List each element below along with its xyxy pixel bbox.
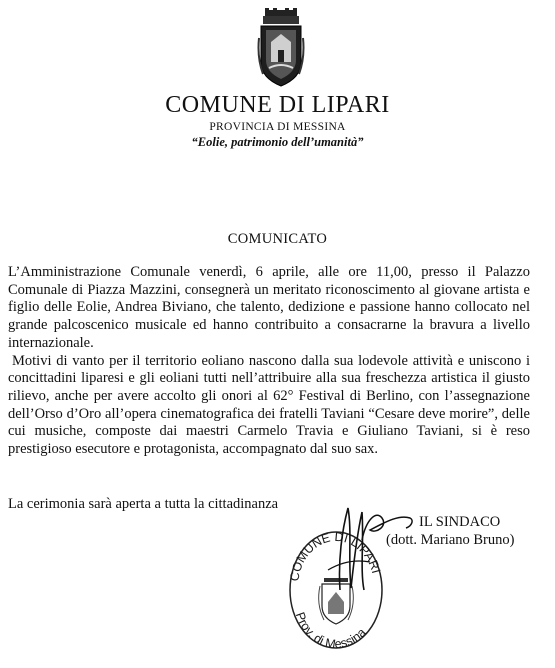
stamp-top-text: COMUNE DI LIPARI	[287, 529, 384, 583]
province-subtitle: PROVINCIA DI MESSINA	[209, 121, 346, 133]
body-paragraph: Motivi di vanto per il territorio eoliano nascono dalla sua lodevole attività e uniscono i concittadini liparesi e gli eoliani tutti nell’attribuire alla sua freschezza artistica il giusto rilievo, anche per avere accolto gli onori al 62° Festival di Berlino, con l’assegnazione dell’Orso d’Oro all’opera cinematografica dei fratelli Taviani “Cesare deve morire”, delle cui musiche, composte dai maestri Carmelo Travia e Giuliano Taviani, si è reso prestigioso esecutore e protagonista, accompagnato dal suo sax.	[8, 352, 530, 458]
municipal-crest-icon	[257, 8, 305, 88]
closing-line: La cerimonia sarà aperta a tutta la cittadinanza	[8, 496, 279, 512]
document-heading: COMUNICATO	[227, 231, 328, 247]
motto: “Eolie, patrimonio dell’umanità”	[191, 135, 364, 149]
body-paragraph: L’Amministrazione Comunale venerdì, 6 aprile, alle ore 11,00, presso il Palazzo Comunale di Piazza Mazzini, consegnerà un meritato riconoscimento al giovane artista e figlio delle Eolie, Andrea Biviano, che talento, dedizione e passione hanno collocato nel grande palcoscenico musicale ed hanno contribuito a consacrarne la bravura a livello internazionale.	[8, 264, 530, 351]
signatory-name: (dott. Mariano Bruno)	[386, 532, 515, 548]
stamp-bottom-text: Prov. di Messina	[292, 610, 369, 652]
document-body	[8, 264, 530, 459]
signatory-role: IL SINDACO	[419, 514, 501, 530]
municipality-title: COMUNE DI LIPARI	[165, 92, 390, 118]
